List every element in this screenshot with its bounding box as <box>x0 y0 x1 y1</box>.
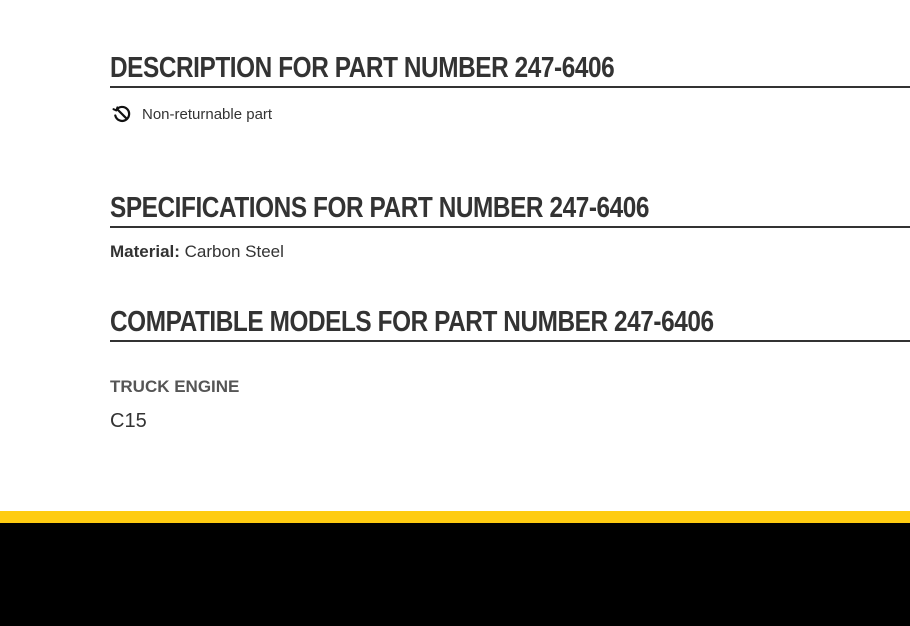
spec-material-label: Material: <box>110 242 180 261</box>
compatible-models-section <box>110 304 910 342</box>
non-returnable-text: Non-returnable part <box>142 105 273 123</box>
non-returnable-note <box>112 104 272 124</box>
footer <box>0 523 910 626</box>
model-category-truck-engine: TRUCK ENGINE <box>110 377 240 396</box>
description-section <box>110 50 910 88</box>
non-returnable-icon <box>112 104 132 124</box>
spec-material <box>110 242 284 262</box>
footer-accent-stripe <box>0 511 910 523</box>
model-item-c15[interactable]: C15 <box>110 410 147 432</box>
specifications-divider <box>110 226 910 228</box>
specifications-section <box>110 190 910 228</box>
compatible-models-heading: COMPATIBLE MODELS FOR PART NUMBER 247-6406 <box>110 306 714 338</box>
spec-material-value: Carbon Steel <box>184 242 284 261</box>
description-heading: DESCRIPTION FOR PART NUMBER 247-6406 <box>110 52 615 84</box>
description-divider <box>110 86 910 88</box>
compatible-models-divider <box>110 340 910 342</box>
specifications-heading: SPECIFICATIONS FOR PART NUMBER 247-6406 <box>110 192 650 224</box>
